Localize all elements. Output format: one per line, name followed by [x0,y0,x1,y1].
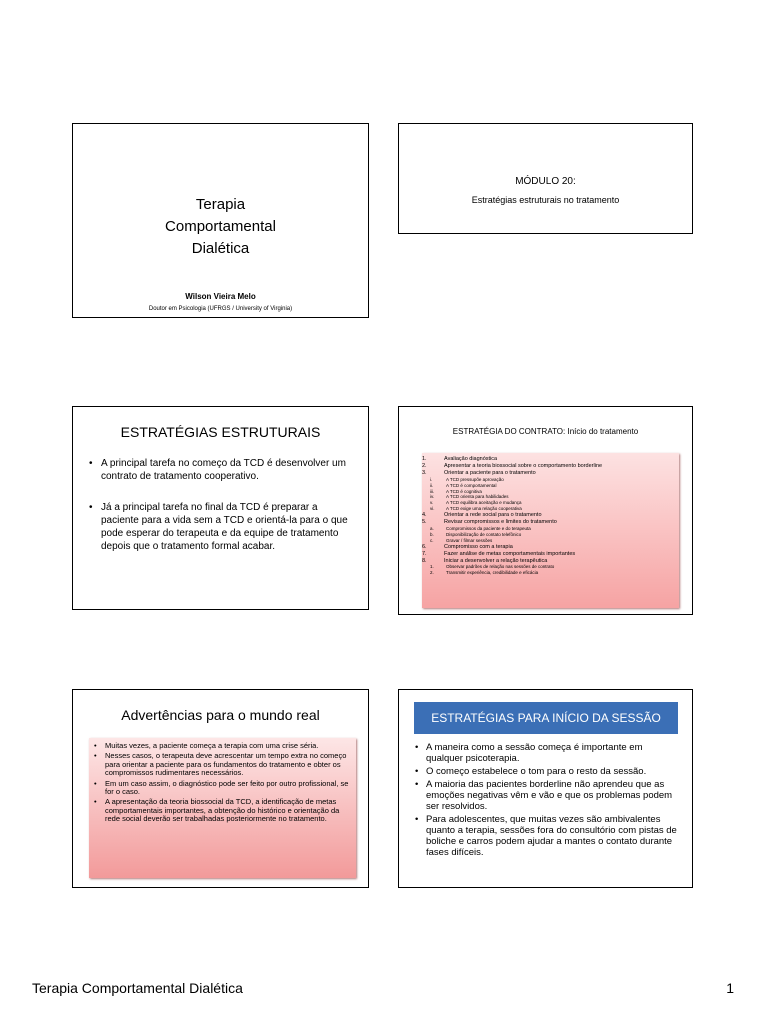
step-number: 1. [422,456,427,462]
step-text: Disponibilização de contato telefônico [446,531,522,537]
bullet-item: • Em um caso assim, o diagnóstico pode ser feito por outro profissional, se for o caso. [89,780,350,797]
bullet-item: • A maioria das pacientes borderline não aprendeu que as emoções negativas vêm e vão e que os problemas podem ser resolvidos. [414,779,680,812]
slide-structural-strategies [72,406,369,610]
module-subtitle: Estratégias estruturais no tratamento [471,195,620,205]
step-text: A TCD é comportamental [446,482,497,488]
contract-step-item [422,463,679,470]
contract-step-item [422,544,679,551]
step-text: A TCD orienta para habilidades [446,494,509,500]
bullet-item: • A maneira como a sessão começa é importante em qualquer psicoterapia. [414,742,680,764]
slide-session-start [398,689,693,888]
step-number: i. [430,476,433,482]
step-number: 2. [430,570,434,576]
page-number: 1 [726,980,734,996]
step-number: 4. [422,512,427,519]
title-line: Terapia [195,196,246,213]
slide-contract-strategy [398,406,693,615]
step-text: A TCD equilibra aceitação e mudança [446,500,522,506]
bullet-item: • A apresentação da teoria biossocial da TCD, a identificação de metas comportamentais importantes, a obtenção do histórico e orientação da rede social deverão ser trabalhadas posteriormente no tratamento. [89,798,350,823]
step-number: 7. [422,550,427,557]
step-number: 6. [422,543,427,550]
bullet-list [87,457,348,571]
author-credentials: Doutor em Psicologia (UFRGS / University of Virginia) [148,306,293,312]
step-number: vi. [430,506,435,512]
contract-steps-list [422,453,679,576]
step-text: Iniciar a desenvolver a relação terapêutica [444,557,548,564]
step-text: Orientar a paciente para o tratamento [444,469,536,476]
warnings-box [89,738,356,878]
step-number: ii. [430,482,434,488]
bullet-item: • A principal tarefa no começo da TCD é desenvolver um contrato de tratamento cooperativo. [87,457,348,483]
bullet-item: • O começo estabelece o tom para o resto da sessão. [414,766,680,777]
bullet-item: • Nesses casos, o terapeuta deve acrescentar um tempo extra no começo para orientar a paciente para os fundamentos do tratamento e obter os compromissos rudimentares necessários. [89,752,350,777]
step-text: A TCD é cognitiva [446,488,482,494]
step-number: b. [430,531,434,537]
slide-heading: Advertências para o mundo real [121,707,320,723]
slide-heading-banner: ESTRATÉGIAS PARA INÍCIO DA SESSÃO [414,702,678,734]
contract-step-item [422,456,679,463]
step-number: 2. [422,462,427,469]
step-text: Compromissos da paciente e do terapeuta [446,525,531,531]
bullet-item: • Muitas vezes, a paciente começa a terapia com uma crise séria. [89,742,350,750]
contract-step-item [422,570,679,576]
contract-step-item [422,558,679,565]
author-name: Wilson Vieira Melo [185,292,256,301]
module-title: MÓDULO 20: [515,176,576,187]
slide-module [398,123,693,234]
footer-title: Terapia Comportamental Dialética [32,980,243,996]
contract-steps-box [422,453,679,608]
slide-heading: ESTRATÉGIA DO CONTRATO: Início do tratamento [452,427,639,436]
step-text: Fazer análise de metas comportamentais importantes [444,550,576,557]
contract-step-item [422,512,679,519]
slide-real-world-warnings [72,689,369,888]
bullet-item: • Já a principal tarefa no final da TCD é preparar a paciente para a vida sem a TCD e orientá-la para o que pode esperar do terapeuta e da equipe de tratamento depois que o tratamento formal acabar. [87,501,348,553]
step-number: 1. [430,564,434,570]
step-text: Avaliação diagnóstica [444,456,498,462]
step-number: c. [430,537,434,543]
bullet-list [89,738,356,824]
contract-step-item [422,519,679,526]
step-number: a. [430,525,434,531]
step-text: Observar padrões de relação nas sessões de contrato [446,564,555,570]
step-text: Orientar a rede social para o tratamento [444,512,542,519]
step-text: Gravar / filmar sessões [446,537,493,543]
contract-step-item [422,551,679,558]
step-number: v. [430,500,434,506]
step-number: iv. [430,494,435,500]
step-text: Transmitir experiência, credibilidade e eficácia [446,570,539,576]
title-line: Comportamental [165,218,276,235]
step-number: iii. [430,488,435,494]
slide-heading: ESTRATÉGIAS ESTRUTURAIS [120,424,321,440]
step-number: 8. [422,557,427,564]
step-text: A TCD pressupõe aprovação [446,476,504,482]
presentation-title [73,194,368,260]
step-text: A TCD exige uma relação cooperativa [446,506,522,512]
step-number: 3. [422,469,427,476]
slide-title [72,123,369,318]
bullet-item: • Para adolescentes, que muitas vezes são ambivalentes quanto a terapia, sessões fora do consultório com pistas de boliche e carros podem ajudar a mantes o contato durante fases difíceis. [414,814,680,858]
title-line: Dialética [191,240,250,257]
step-text: Revisar compromissos e limites do tratamento [444,519,557,526]
bullet-list [414,742,680,860]
step-number: 5. [422,519,427,526]
step-text: Apresentar a teoria biossocial sobre o comportamento borderline [444,462,603,469]
step-text: Compromisso com a terapia [444,543,513,550]
contract-step-item [422,470,679,477]
